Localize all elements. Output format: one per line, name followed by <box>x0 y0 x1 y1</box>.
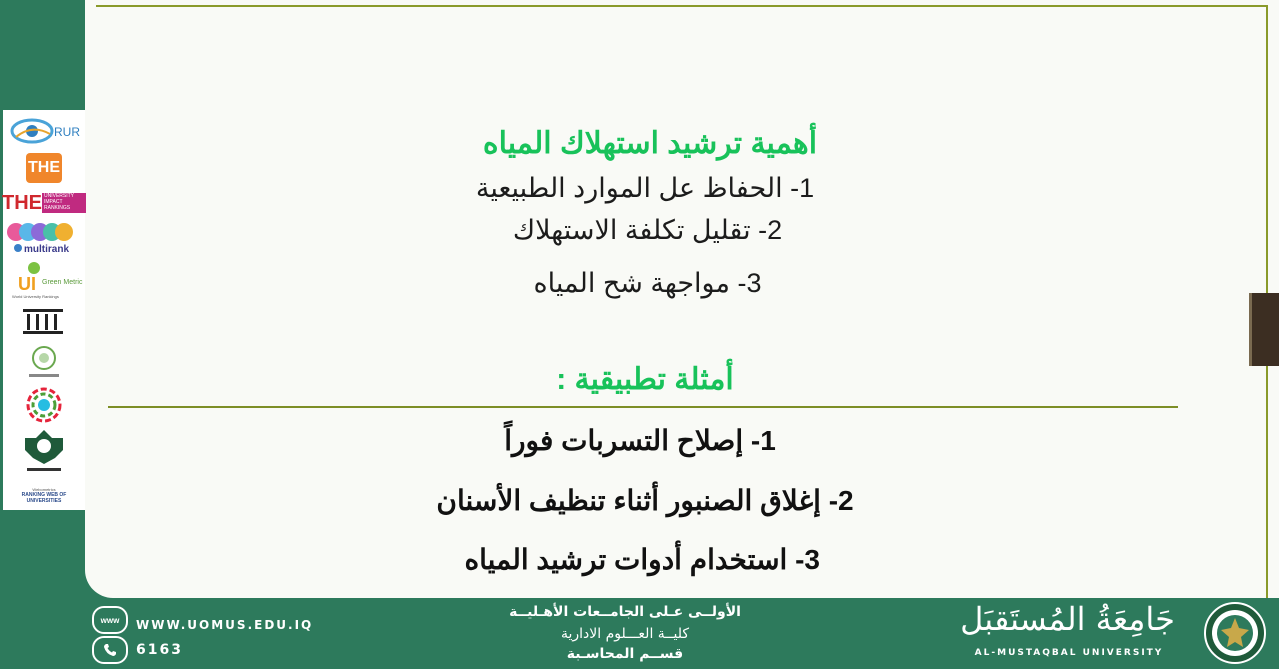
the-impact-logo: THE UNIVERSITY IMPACT RANKINGS <box>3 190 85 216</box>
sdg-logo <box>3 386 85 424</box>
rankings-logo-panel <box>3 110 85 510</box>
footer-phone: 6163 <box>136 642 183 658</box>
point-1: 1- الحفاظ عل الموارد الطبيعية <box>475 173 815 203</box>
university-name-en: AL-MUSTAQBAL UNIVERSITY <box>974 648 1164 658</box>
example-3: 3- استخدام أدوات ترشيد المياه <box>464 544 820 575</box>
top-divider <box>96 5 1266 7</box>
university-name-ar: جَامِعَةُ المُستَقبَل <box>960 600 1175 638</box>
heading-examples: أمثلة تطبيقية : <box>556 363 734 396</box>
point-2: 2- تقليل تكلفة الاستهلاك <box>512 215 783 245</box>
rur-label: RUR <box>54 125 80 139</box>
heading-importance: أهمية ترشيد استهلاك المياه <box>482 127 818 160</box>
footer-website[interactable]: WWW.UOMUS.EDU.IQ <box>136 618 314 632</box>
the-logo: THE <box>3 152 85 184</box>
side-tab[interactable] <box>1249 293 1279 366</box>
multirank-logo <box>3 220 85 254</box>
footer-line-2: كليــة العـــلوم الادارية <box>560 626 690 642</box>
rur-logo <box>3 116 85 146</box>
university-seal-logo <box>1204 602 1266 664</box>
arab-universities-logo <box>3 344 85 382</box>
example-1: 1- إصلاح التسربات فوراً <box>504 425 776 456</box>
footer-bar <box>0 598 1279 667</box>
svg-text:Green Metric: Green Metric <box>42 279 83 286</box>
globe-icon: www <box>92 606 128 634</box>
section-divider <box>108 406 1178 408</box>
webometrics-logo: Webometrics RANKING WEB OF UNIVERSITIES <box>21 486 67 504</box>
point-3: 3- مواجهة شح المياه <box>533 268 762 298</box>
phone-icon <box>92 636 128 664</box>
svg-text:UI: UI <box>18 274 36 294</box>
svg-text:World University Rankings: World University Rankings <box>12 294 59 299</box>
footer-line-3: قســم المحاسـبة <box>566 646 684 662</box>
arab-engineers-logo <box>3 428 85 476</box>
columns-logo <box>3 306 85 336</box>
svg-text:multirank: multirank <box>24 244 70 254</box>
greenmetric-logo <box>3 260 85 300</box>
example-2: 2- إغلاق الصنبور أثناء تنظيف الأسنان <box>436 485 854 516</box>
footer-line-1: الأولــى عـلى الجامــعات الأهـليــة <box>509 604 741 620</box>
